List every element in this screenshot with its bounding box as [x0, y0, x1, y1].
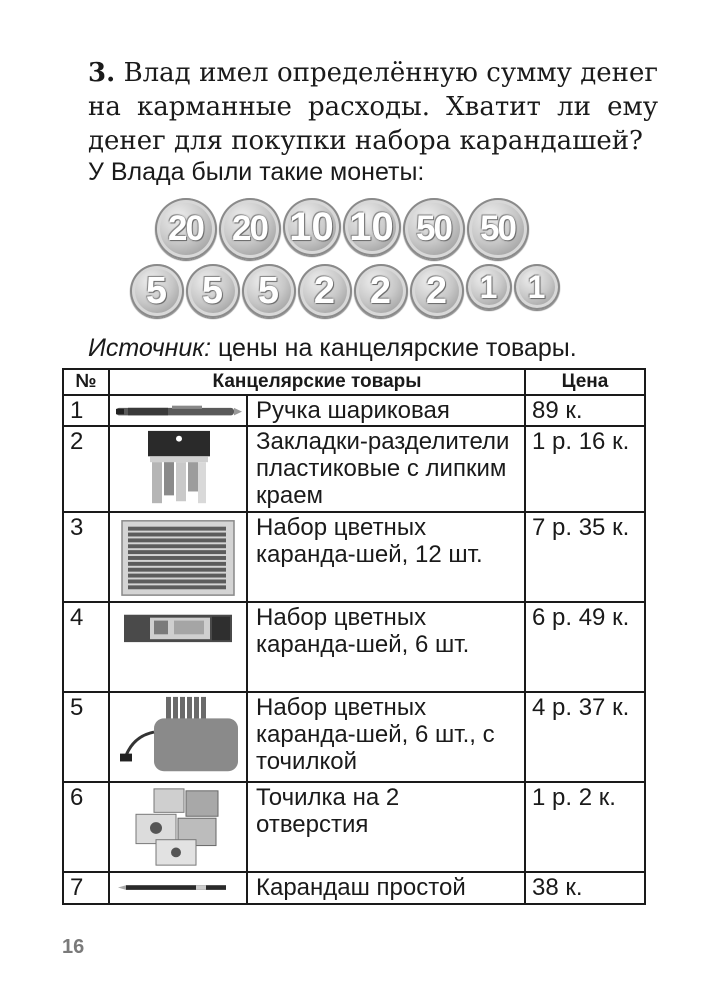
- item-price: 38 к.: [525, 872, 645, 904]
- pencil-icon: [110, 873, 246, 903]
- coins-row-1: [0, 198, 692, 260]
- coin: 2: [410, 264, 464, 318]
- item-image: [109, 692, 247, 782]
- row-num: 3: [63, 512, 109, 602]
- sticky-tabs-icon: [110, 427, 246, 511]
- table-row: [63, 602, 645, 692]
- item-image: [109, 602, 247, 692]
- item-price: 4 р. 37 к.: [525, 692, 645, 782]
- coin: 1: [466, 264, 512, 310]
- task-number: 3.: [88, 58, 116, 88]
- coins-intro: У Влада были такие монеты:: [88, 158, 425, 186]
- item-name: Точилка на 2 отверстия: [247, 782, 525, 872]
- item-image: [109, 872, 247, 904]
- coin: 20: [219, 198, 281, 260]
- row-num: 5: [63, 692, 109, 782]
- table-row: [63, 395, 645, 426]
- coin: 2: [298, 264, 352, 318]
- page-number: 16: [62, 936, 85, 958]
- item-name: Ручка шариковая: [247, 395, 525, 426]
- coin: 5: [186, 264, 240, 318]
- source-text: цены на канцелярские товары.: [218, 334, 577, 362]
- coin: 50: [467, 198, 529, 260]
- header-num: №: [63, 369, 109, 395]
- pencil-pack-6-icon: [110, 603, 246, 691]
- item-name: Набор цветных каранда-шей, 6 шт., с точилкой: [247, 692, 525, 782]
- coin: 2: [354, 264, 408, 318]
- coin: 5: [242, 264, 296, 318]
- item-image: [109, 512, 247, 602]
- header-item: Канцелярские товары: [109, 369, 525, 395]
- item-name: Набор цветных каранда-шей, 12 шт.: [247, 512, 525, 602]
- ballpoint-pen-icon: [110, 396, 246, 425]
- price-table: [62, 368, 646, 905]
- table-row: [63, 512, 645, 602]
- coin: 1: [514, 264, 560, 310]
- row-num: 1: [63, 395, 109, 426]
- item-image: [109, 395, 247, 426]
- item-price: 89 к.: [525, 395, 645, 426]
- coin: 10: [283, 198, 341, 256]
- row-num: 7: [63, 872, 109, 904]
- coin: 10: [343, 198, 401, 256]
- item-name: Набор цветных каранда-шей, 6 шт.: [247, 602, 525, 692]
- table-row: [63, 782, 645, 872]
- item-price: 1 р. 16 к.: [525, 426, 645, 512]
- row-num: 6: [63, 782, 109, 872]
- table-row: [63, 692, 645, 782]
- item-name: Карандаш простой: [247, 872, 525, 904]
- coin: 5: [130, 264, 184, 318]
- item-price: 7 р. 35 к.: [525, 512, 645, 602]
- source-line: [88, 334, 577, 363]
- header-price: Цена: [525, 369, 645, 395]
- item-image: [109, 426, 247, 512]
- table-row: [63, 426, 645, 512]
- pencil-box-12-icon: [110, 513, 246, 601]
- source-label: Источник:: [88, 334, 212, 362]
- coins-row-2: [0, 264, 695, 318]
- table-row: [63, 872, 645, 904]
- item-price: 1 р. 2 к.: [525, 782, 645, 872]
- coin: 50: [403, 198, 465, 260]
- row-num: 2: [63, 426, 109, 512]
- item-image: [109, 782, 247, 872]
- item-price: 6 р. 49 к.: [525, 602, 645, 692]
- task-text: [88, 56, 658, 158]
- task-body: Влад имел определённую сумму денег на карманные расходы. Хватит ли ему денег для покупки набора карандашей?: [88, 58, 659, 156]
- coin: 20: [155, 198, 217, 260]
- pencil-case-icon: [110, 693, 246, 781]
- table-header-row: [63, 369, 645, 395]
- item-name: Закладки-разделители пластиковые с липким краем: [247, 426, 525, 512]
- sharpener-icon: [110, 783, 246, 871]
- row-num: 4: [63, 602, 109, 692]
